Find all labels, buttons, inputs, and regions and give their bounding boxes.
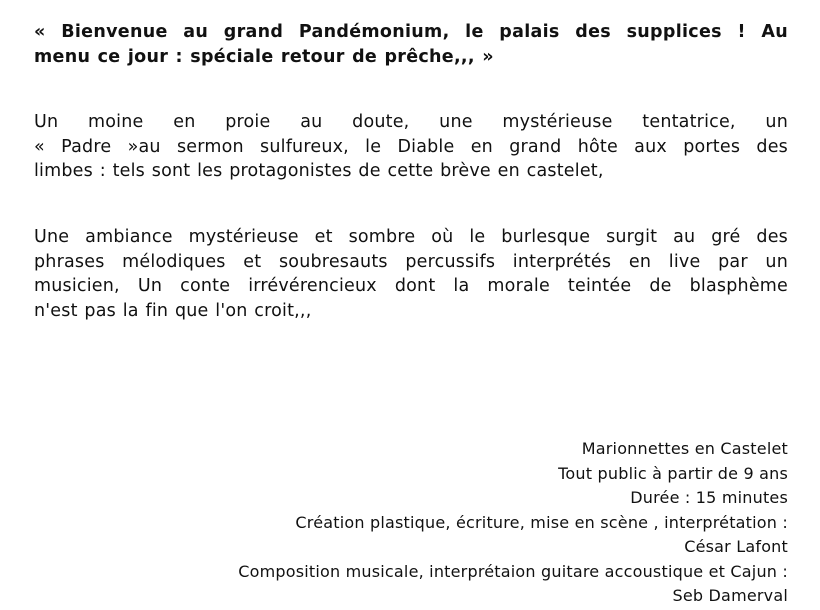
synopsis-line: « Padre »au sermon sulfureux, le Diable en grand hôte aux portes des bbox=[34, 136, 788, 157]
synopsis-line: limbes : tels sont les protagonistes de cette brève en castelet, bbox=[34, 161, 604, 181]
music-role: Composition musicale, interprétaion guitare accoustique et Cajun : bbox=[238, 561, 788, 581]
atmosphere-line: phrases mélodiques et soubresauts percussifs interprétés en live par un bbox=[34, 251, 788, 272]
credits-block bbox=[88, 437, 788, 609]
intro-line: menu ce jour : spéciale retour de prêche,,, » bbox=[34, 46, 494, 67]
atmosphere-paragraph bbox=[34, 225, 788, 323]
duration-info: Durée : 15 minutes bbox=[630, 488, 788, 507]
audience-info: Tout public à partir de 9 ans bbox=[558, 463, 788, 483]
atmosphere-line: musicien, Un conte irrévérencieux dont la morale teintée de blasphème bbox=[34, 276, 788, 296]
atmosphere-line: Une ambiance mystérieuse et sombre où le burlesque surgit au gré des bbox=[34, 227, 788, 247]
creation-name: César Lafont bbox=[684, 537, 788, 556]
show-format: Marionnettes en Castelet bbox=[581, 439, 788, 458]
intro-paragraph bbox=[34, 20, 788, 69]
atmosphere-line: n'est pas la fin que l'on croit,,, bbox=[34, 300, 312, 321]
intro-line: « Bienvenue au grand Pandémonium, le palais des supplices ! Au bbox=[34, 22, 788, 42]
synopsis-line: Un moine en proie au doute, une mystérieuse tentatrice, un bbox=[34, 112, 788, 132]
music-name: Seb Damerval bbox=[672, 586, 788, 605]
creation-role: Création plastique, écriture, mise en scène , interprétation : bbox=[295, 512, 788, 532]
synopsis-paragraph bbox=[34, 110, 788, 184]
